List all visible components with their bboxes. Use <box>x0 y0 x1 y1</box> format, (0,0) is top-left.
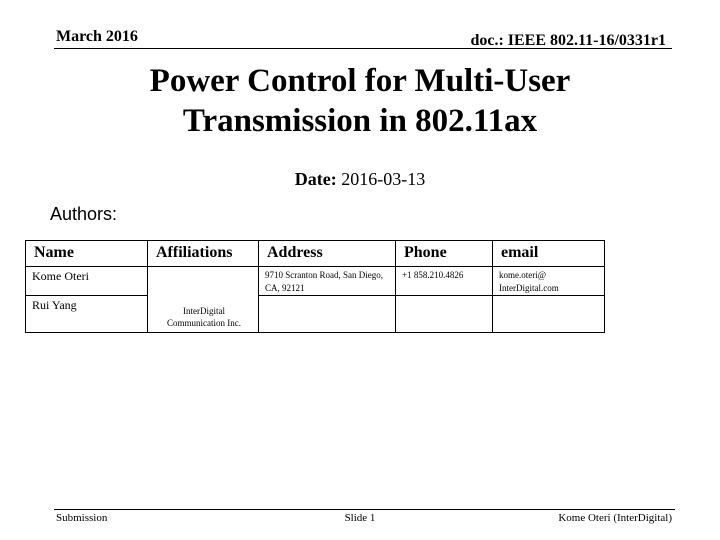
authors-table <box>25 240 605 333</box>
column-header-address: Address <box>259 241 396 267</box>
slide-title <box>0 61 720 141</box>
footer-author: Kome Oteri (InterDigital) <box>558 512 672 524</box>
table-row <box>26 296 605 333</box>
author-affiliation: InterDigital Communication Inc. <box>148 267 259 333</box>
column-header-name: Name <box>26 241 148 267</box>
title-line-2: Transmission in 802.11ax <box>182 103 538 139</box>
date-line <box>0 169 720 190</box>
date-label: Date: <box>294 169 337 189</box>
author-phone: +1 858.210.4826 <box>396 267 493 296</box>
header-divider <box>54 48 672 49</box>
author-email <box>493 296 605 333</box>
column-header-affiliations: Affiliations <box>148 241 259 267</box>
author-address: 9710 Scranton Road, San Diego, CA, 92121 <box>259 267 396 296</box>
footer-slide-number: Slide 1 <box>344 512 376 524</box>
column-header-email: email <box>493 241 605 267</box>
author-phone <box>396 296 493 333</box>
author-address <box>259 296 396 333</box>
title-line-1: Power Control for Multi-User <box>149 63 571 99</box>
footer-divider <box>54 509 675 510</box>
authors-label: Authors: <box>50 204 118 224</box>
author-name: Kome Oteri <box>26 267 148 296</box>
table-header-row <box>26 241 605 267</box>
header-doc-id: doc.: IEEE 802.11-16/0331r1 <box>470 32 666 49</box>
footer-submission: Submission <box>56 512 108 524</box>
table-row <box>26 267 605 296</box>
column-header-phone: Phone <box>396 241 493 267</box>
header-date: March 2016 <box>56 28 138 45</box>
author-email: kome.oteri@ InterDigital.com <box>493 267 605 296</box>
author-name: Rui Yang <box>26 296 148 333</box>
date-value: 2016-03-13 <box>336 169 426 189</box>
